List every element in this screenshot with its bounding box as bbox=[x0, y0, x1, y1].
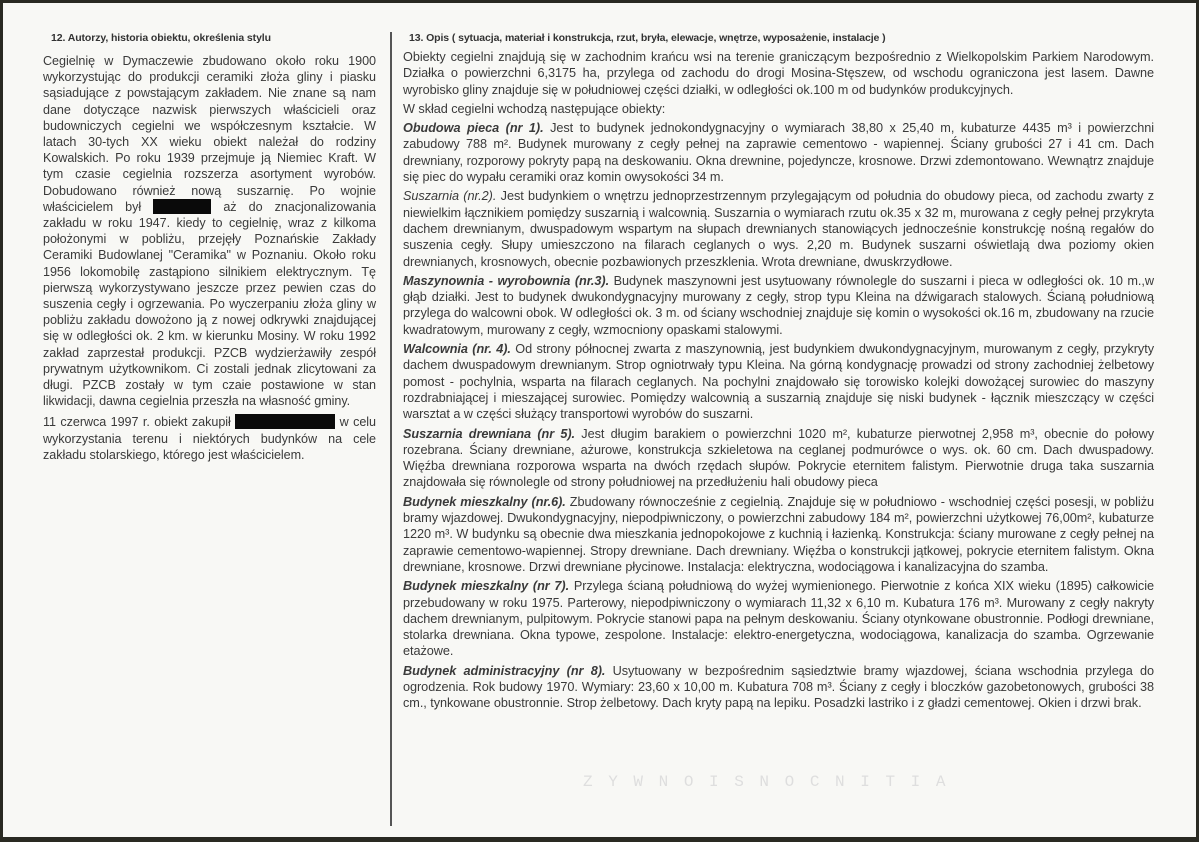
building-item: Suszarnia drewniana (nr 5). Jest długim barakiem o powierzchni 1020 m², kubaturze pierwotnej 2,958 m³, obecnie do połowy rozebrana. Ściany drewniane, ażurowe, konstrukcja szkieletowa na ceglanej podmurówce o wys. ok. 60 cm. Dach dwuspadowy. Więźba drewniana rozporowa wsparta na dwóch rzędach słupów. Pokrycie eternitem falistym. Pierwotnie druga taka suszarnia znajdowała się równolegle od strony południowej na przedłużeniu hali obudowy pieca bbox=[403, 426, 1154, 490]
section-heading: 13. Opis ( sytuacja, materiał i konstrukcja, rzut, bryła, elewacje, wnętrze, wyposażenie, instalacje ) bbox=[409, 32, 886, 44]
redaction-box bbox=[153, 199, 211, 214]
history-paragraph: Cegielnię w Dymaczewie zbudowano około roku 1900 wykorzystując do produkcji ceramiki złoża gliny i piasku sąsiadujące z powstającym zakładem. Nie znane są nam dane dotyczące nazwisk pierwszych właścicieli oraz budowniczych cegielni we współczesnym kształcie. W latach 30-tych XX wieku obiekt należał do rodziny Kowalskich. Po roku 1939 przejmuje ją Niemiec Kraft. W tym czasie cegielnia rozszerza asortyment wyrobów. Dobudowano również nową suszarnię. Po wojnie właścicielem był aż do znacjonalizowania zakładu w roku 1947. kiedy to cegielnię, wraz z kilkoma położonymi w pobliżu, przejęły Poznańskie Zakłady Ceramiki Budowlanej "Ceramika" w Poznaniu. Około roku 1956 lokomobilę zastąpiono silnikiem elektrycznym. Tę pierwszą wykorzystywano jeszcze przez pewien czas do suszenia cegły i ogrzewania. Po wyczerpaniu złoża gliny w pobliżu zakładu dowożono ją z nowej odkrywki znajdującej się w odległości ok. 2 km. w kierunku Mosiny. W roku 1992 zakład zaprzestał produkcji. PZCB wydzierżawiły zespół prywatnym użytkownikom. Ci zostali jednak zlicytowani za długi. PZCB zostały w tym czaie postawione w stan likwidacji, dawna cegielnia przeszła na własność gminy. bbox=[43, 54, 377, 409]
list-intro: W skład cegielni wchodzą następujące obiekty: bbox=[403, 101, 666, 116]
building-item: Budynek mieszkalny (nr 7). Przylega ścianą południową do wyżej wymienionego. Pierwotnie z końca XIX wieku (1895) całkowicie przebudowany w roku 1975. Parterowy, niepodpiwniczony o wymiarach 11,32 x 6,10 m. Kubatura 176 m³. Murowany z cegły nakryty dachem drewnianym, pulpitowym. Pokrycie stanowi papa na pełnym deskowaniu. Ściany otynkowane obustronnie. Podłogi drewniane, stolarka drewniana. Okna typowe, zespolone. Instalacje: elektro-energetyczna, wodociągowa, kanalizacja do szamba. Ogrzewanie etażowe. bbox=[403, 579, 1154, 659]
scanned-page bbox=[3, 3, 1196, 837]
section-13-description bbox=[403, 32, 1154, 715]
column-divider bbox=[390, 32, 392, 826]
building-item: Budynek administracyjny (nr 8). Usytuowany w bezpośrednim sąsiedztwie bramy wjazdowej, ściana wschodnia przylega do ogrodzenia. Rok budowy 1970. Wymiary: 23,60 x 10,00 m. Kubatura 708 m³. Ściany z cegły i bloczków gazobetonowych, grubości 38 cm., tynkowane obustronnie. Strop żelbetowy. Dach kryty papą na lepiku. Posadzki lastriko i z gładzi cementowej. Okien i drzwi brak. bbox=[403, 663, 1155, 711]
building-item: Obudowa pieca (nr 1). Jest to budynek jednokondygnacyjny o wymiarach 38,80 x 25,40 m, kubaturze 4435 m³ i powierzchni zabudowy 788 m². Budynek murowany z cegły pełnej na zaprawie cementowo - wapiennej. Ściany grubości 27 i 41 cm. Dach drewniany, rozporowy pokryty papą na deskowaniu. Okna drewnine, pojedyncze, krosnowe. Drzwi zdemontowano. Wewnątrz znajduje się piec do wypału ceramiki oraz komin owysokości 34 m. bbox=[403, 121, 1154, 185]
section-12-history bbox=[43, 32, 376, 468]
building-item: Walcownia (nr. 4). Od strony północnej zwarta z maszynownią, jest budynkiem dwukondygnacyjnym, murowanym z cegły, przykryty dachem dwuspadowym drewnianym. Strop ogniotrwały typu Kleina. Na górną kondygnację prowadzi od strony zachodniej żelbetowy pomost - pochylnia, wsparta na filarach ceglanych. Na pochylni znajdowało się torowisko kolejki dowożącej surowiec do maszyny rozdrabniającej i mieszającej surowiec. Pomiędzy walcownią a suszarnią znajduje się niski budynek - łącznik mieszczący w części warsztat a w części służący transportowi wyrobów do suszarni. bbox=[403, 342, 1154, 422]
building-item: Suszarnia (nr.2). Jest budynkiem o wnętrzu jednoprzestrzennym przylegającym od południa do obudowy pieca, od zachodu zwarty z niewielkim łącznikiem pomiędzy suszarnią i walcownią. Suszarnia o wymiarach rzutu ok.35 x 32 m, murowana z cegły pełnej przykryta dachem drewnianym, dwuspadowym wspartym na słupach drewnianych stanowiących jednocześnie konstrukcję nośną regałów do suszenia cegły. Słupy umieszczono na filarach ceglanych o wys. 2,20 m. Budynek suszarni oświetlają dwa poziomy okien drewnianych, krosnowych, obecnie pozbawionych przeszklenia. Wrota drewniane, dwuskrzydłowe. bbox=[403, 189, 1154, 269]
intro-paragraph: Obiekty cegielni znajdują się w zachodnim krańcu wsi na terenie graniczącym bezpośrednio z Wielkopolskim Parkiem Narodowym. Działka o powierzchni 6,3175 ha, przylega od zachodu do drogi Mosina-Stęszew, od wschodu ograniczona jest lasem. Dawne wyrobisko gliny znajduje się w południowej części działki, w odległości ok.100 m od budynków produkcyjnych. bbox=[403, 50, 1154, 97]
section-heading: 12. Autorzy, historia obiektu, określenia stylu bbox=[51, 32, 271, 44]
show-through-text: Z Y W N O I S N O C N I T I A bbox=[583, 773, 949, 791]
building-item: Budynek mieszkalny (nr.6). Zbudowany równocześnie z cegielnią. Znajduje się w południowo - wschodniej części posesji, w pobliżu bramy wjazdowej. Dwukondygnacyjny, niepodpiwniczony, o powierzchni zabudowy 184 m², powierzchni użytkowej 76,00m², kubaturze 1220 m³. W budynku są obecnie dwa mieszkania jednopokojowe z kuchnią i łazienką. Konstrukcja: ściany murowane z cegły pełnej na zaprawie cementowo-wapiennej. Stropy drewniane. Dach drewniany. Więźba o konstrukcji jątkowej, pokrycie eternitem falistym. Okna drewniane, krosnowe. Drzwi drewniane płycinowe. Instalacja: elektryczna, wodociągowa i kanalizacyjna do szamba. bbox=[403, 494, 1154, 574]
purchase-paragraph: 11 czerwca 1997 r. obiekt zakupił w celu wykorzystania terenu i niektórych budynków na cele zakładu stolarskiego, którego jest właścicielem. bbox=[43, 415, 376, 462]
building-item: Maszynownia - wyrobownia (nr.3). Budynek maszynowni jest usytuowany równolegle do suszarni i pieca w odległości ok. 10 m.,w głąb działki. Jest to budynek dwukondygnacyjny murowany z cegły, strop typu Kleina na dźwigarach stalowych. Ścianą południową przylega do walcowni obok. W odległości ok. 3 m. od ściany wschodniej znajduje się komin o wysokości ok.16 m, zbudowany na rzucie kwadratowym, murowany z cegły, wzmocniony opaskami stalowymi. bbox=[403, 273, 1154, 337]
redaction-box bbox=[235, 414, 335, 429]
